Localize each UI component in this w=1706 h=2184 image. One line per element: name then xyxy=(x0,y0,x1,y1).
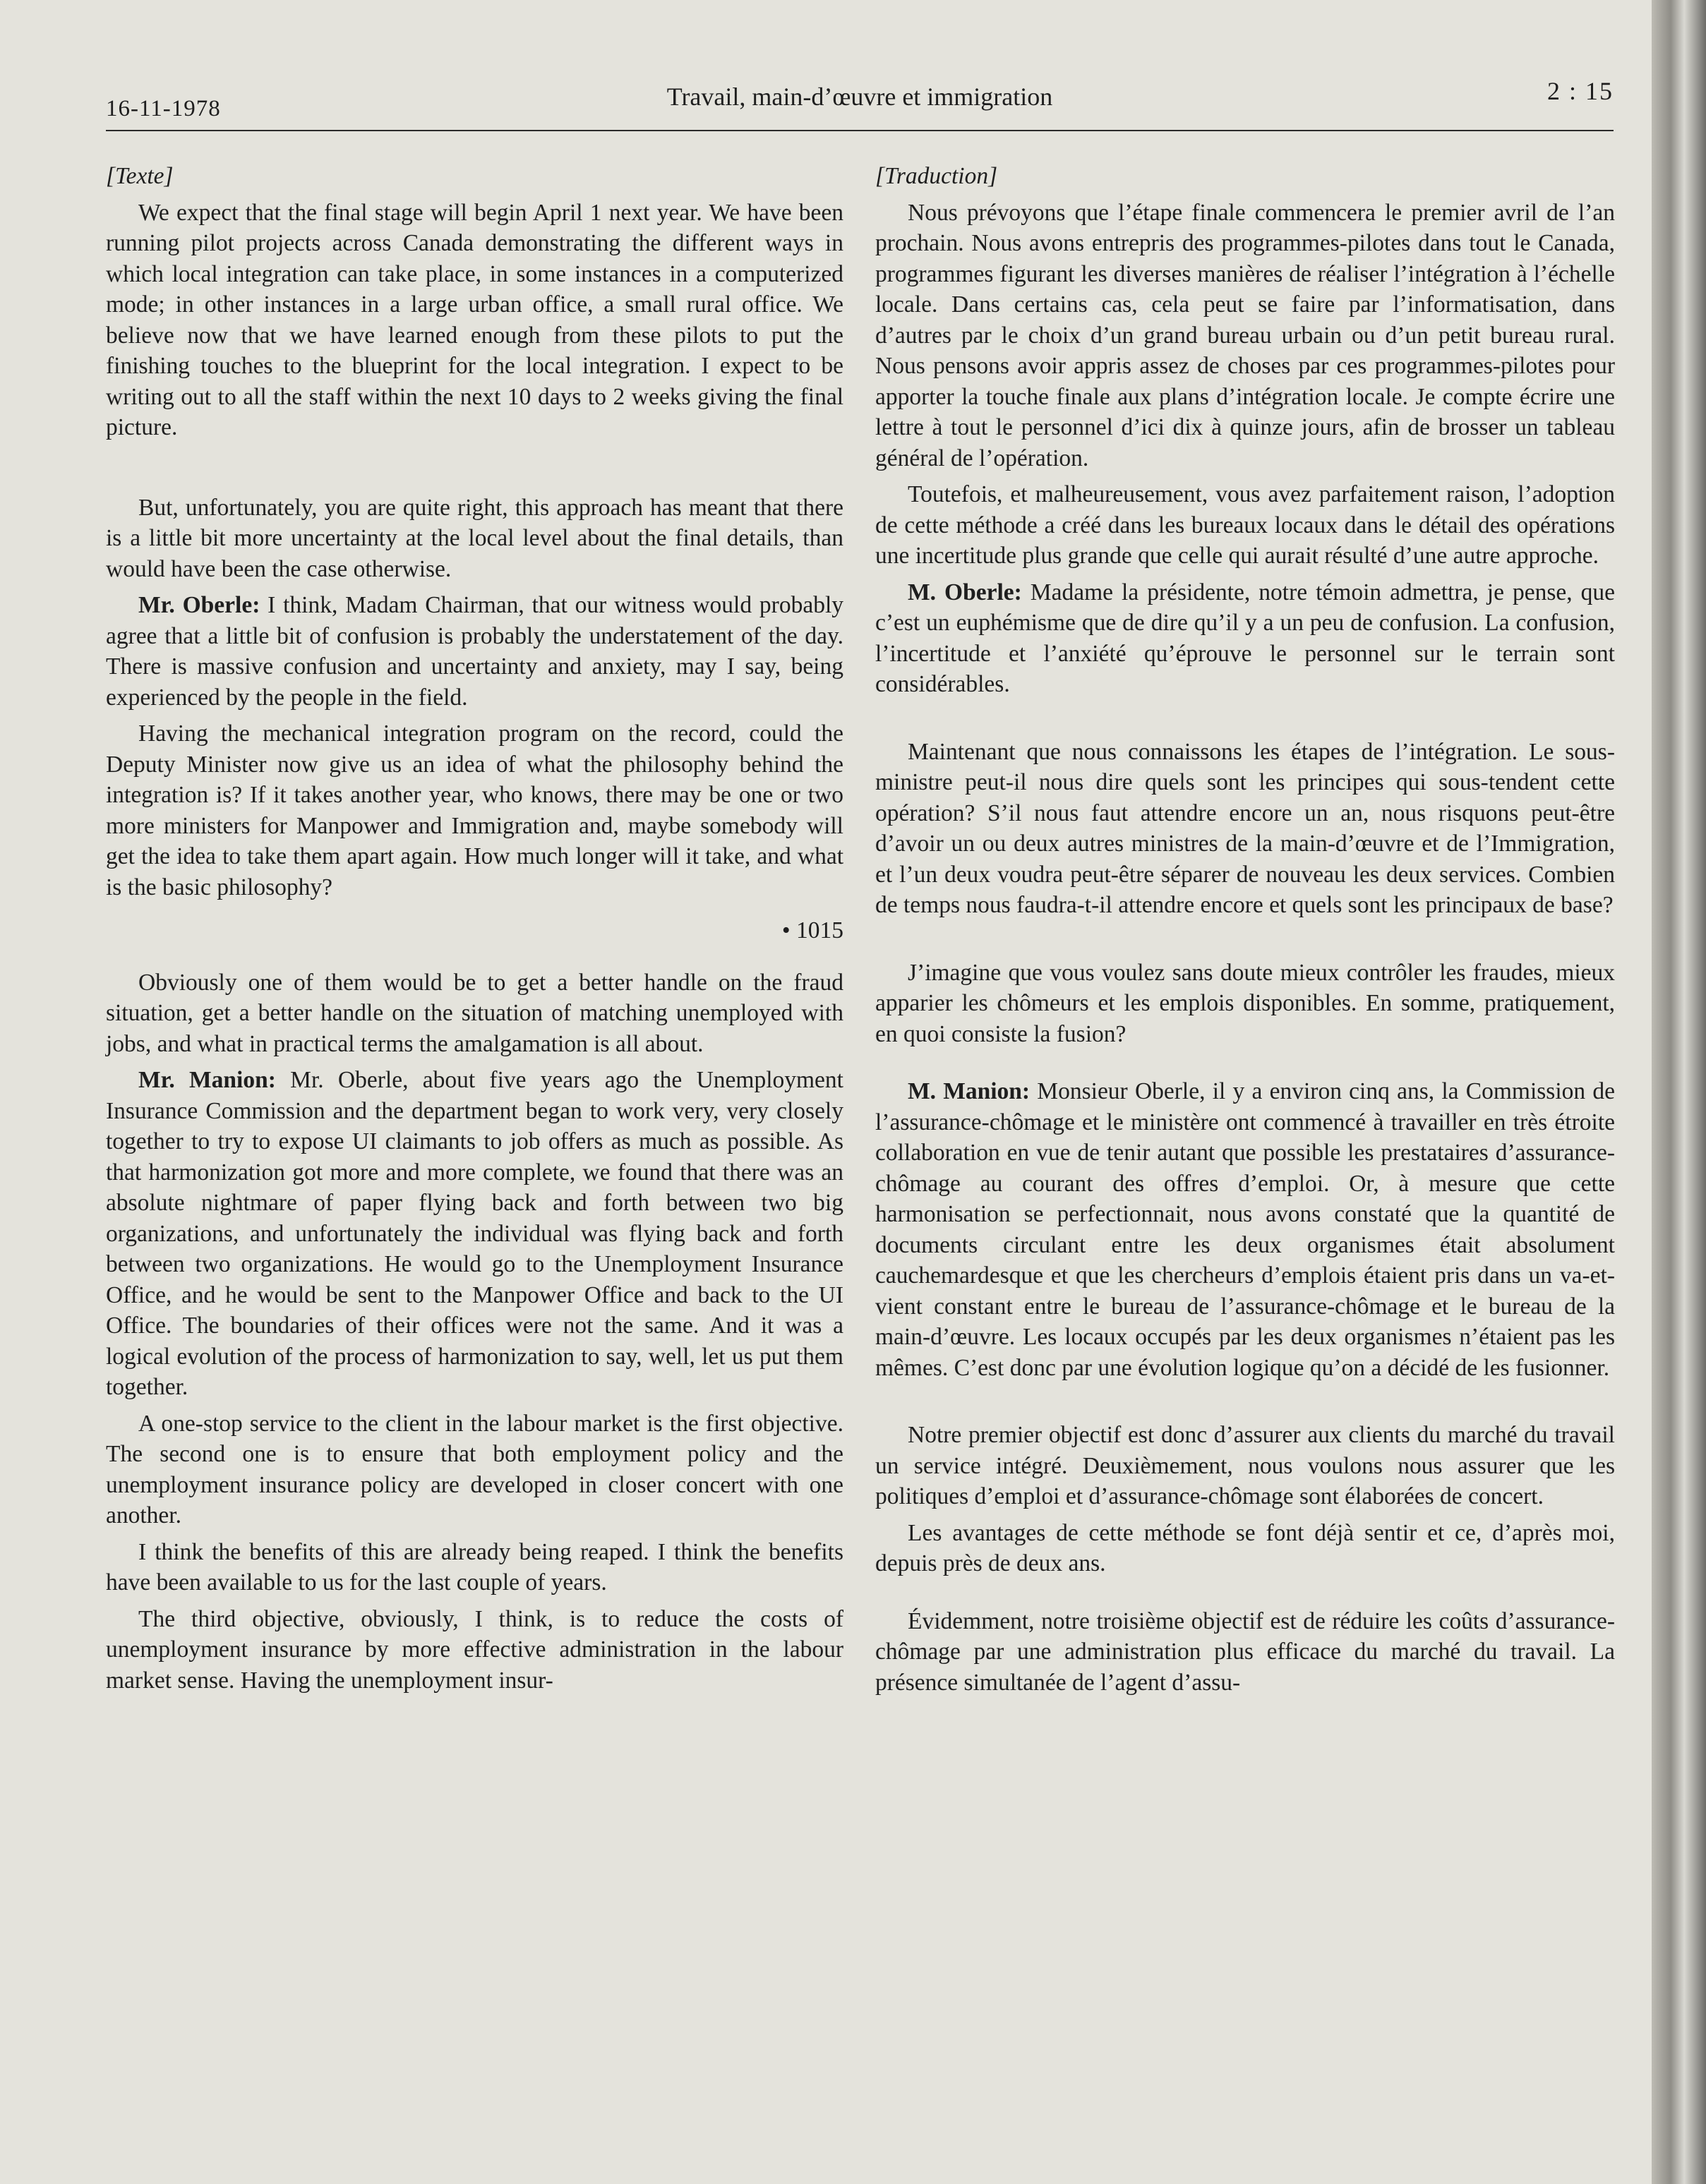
paragraph: Obviously one of them would be to get a better handle on the fraud situation, get a better handle on the situation of matching unemployed with jobs, and what in practical terms the amalgamation is all about. xyxy=(106,969,843,1057)
speaker-name: Mr. Manion: xyxy=(138,1067,276,1093)
speaker-text: Mr. Oberle, about five years ago the Unemployment Insurance Commission and the department began to work very, very closely together to try to expose UI claimants to job offers as much as possible. As that harmonization got more and more complete, we found that there was an absolute nightmare of paper flying back and forth between two big organizations, and unfortunately the individual was flying back and forth between two organizations. He would go to the Unemployment Insurance Office, and he would be sent to the Manpower Office and back to the UI Office. The boundaries of their offices were not the same. And it was a logical evolution of the process of harmonization to say, well, let us put them together. xyxy=(106,1067,843,1400)
paragraph: The third objective, obviously, I think, is to reduce the costs of unemployment insurance by more effective administration in the labour market sense. Having the unemployment insur- xyxy=(106,1605,843,1694)
speaker-paragraph xyxy=(875,577,1615,700)
speaker-name: M. Manion: xyxy=(908,1078,1031,1104)
paragraph: Notre premier objectif est donc d’assurer aux clients du marché du travail un service intégré. Deuxièmement, nous voulons nous assurer que les politiques d’emploi et d’assurance-chômage sont élaborées de concert. xyxy=(875,1422,1615,1509)
paragraph: But, unfortunately, you are quite right, this approach has meant that there is a little bit more uncertainty at the local level about the final details, than would have been the case otherwise. xyxy=(106,494,843,582)
paragraph: I think the benefits of this are already being reaped. I think the benefits have been available to us for the last couple of years. xyxy=(106,1538,843,1595)
speaker-name: M. Oberle: xyxy=(908,579,1022,605)
section-tag: [Texte] xyxy=(106,163,174,189)
paragraph: A one-stop service to the client in the labour market is the first objective. The second one is to ensure that both employment policy and the unemployment insurance policy are developed in closer concert with one another. xyxy=(106,1410,843,1528)
book-page-edge xyxy=(1652,0,1706,2184)
header-title: Travail, main-d’œuvre et immigration xyxy=(666,83,1053,111)
speaker-paragraph xyxy=(106,590,843,713)
french-column xyxy=(875,161,1615,1703)
time-marker: • 1015 xyxy=(781,917,843,943)
section-tag: [Traduction] xyxy=(875,163,998,189)
paragraph: Nous prévoyons que l’étape finale commencera le premier avril de l’an prochain. Nous avons entrepris des programmes-pilotes dans tout le Canada, programmes figurant les diverses manières de réaliser l’intégration à l’échelle locale. Dans certains cas, cela peut se faire par l’informatisation, dans d’autres par le choix d’un grand bureau urbain ou d’un petit bureau rural. Nous pensons avoir appris assez de choses par ces programmes-pilotes pour apporter la touche finale aux plans d’intégration locale. Je compte écrire une lettre à tout le personnel d’ici dix à quinze jours, afin de brosser un tableau général de l’opération. xyxy=(875,199,1615,471)
english-column xyxy=(106,161,843,1701)
header-date: 16-11-1978 xyxy=(106,96,221,121)
speaker-text: Monsieur Oberle, il y a environ cinq ans, la Commission de l’assurance-chômage et le ministère ont commencé à travailler en très étroite collaboration en vue de tenir autant que possible les prestataires d’assurance-chômage au courant des offres d’emploi. Or, à mesure que cette harmonisation se perfectionnait, nous avons constaté que la quantité de documents circulant entre les deux organismes était absolument cauchemardesque et que les chercheurs d’emplois étaient pris dans un va-et-vient constant entre le bureau de l’assurance-chômage et le bureau de la main-d’œuvre. Les locaux occupés par les deux organismes n’étaient pas les mêmes. C’est donc par une évolution logique qu’on a décidé de les fusionner. xyxy=(875,1078,1616,1381)
header-page-number: 2 : 15 xyxy=(1546,77,1614,105)
paragraph: Les avantages de cette méthode se font déjà sentir et ce, d’après moi, depuis près de deux ans. xyxy=(875,1519,1615,1576)
speaker-text: Madame la présidente, notre témoin admettra, je pense, que c’est un euphémisme que de dire qu’il y a un peu de confusion. La confusion, l’incertitude et l’anxiété qu’éprouve le personnel sur le terrain sont considérables. xyxy=(875,579,1615,697)
speaker-name: Mr. Oberle: xyxy=(138,592,260,618)
paragraph: We expect that the final stage will begin April 1 next year. We have been running pilot projects across Canada demonstrating the different ways in which local integration can take place, in some instances in a computerized mode; in other instances in a large urban office, a small rural office. We believe now that we have learned enough from these pilots to put the finishing touches to the blueprint for the local integration. I expect to be writing out to all the staff within the next 10 days to 2 weeks giving the final picture. xyxy=(106,199,843,440)
paragraph: Maintenant que nous connaissons les étapes de l’intégration. Le sous-ministre peut-il nous dire quels sont les principes qui sous-tendent cette opération? S’il nous faut attendre encore un an, nous risquons peut-être d’avoir un ou deux autres ministres de la main-d’œuvre et de l’Immigration, et l’un deux voudra peut-être séparer de nouveau les deux services. Combien de temps nous faudra-t-il attendre encore et quels sont les principaux de base? xyxy=(875,738,1615,918)
speaker-text: I think, Madam Chairman, that our witness would probably agree that a little bit of confusion is probably the understatement of the day. There is massive confusion and uncertainty and anxiety, may I say, being experienced by the people in the field. xyxy=(106,592,843,711)
page-header xyxy=(106,76,1614,131)
paragraph: Having the mechanical integration program on the record, could the Deputy Minister now give us an idea of what the philosophy behind the integration is? If it takes another year, who knows, there may be one or two more ministers for Manpower and Immigration and, maybe somebody will get the idea to take them apart again. How much longer will it take, and what is the basic philosophy? xyxy=(106,720,843,900)
speaker-paragraph xyxy=(875,1076,1615,1383)
paragraph: Toutefois, et malheureusement, vous avez parfaitement raison, l’adoption de cette méthode a créé dans les bureaux locaux dans le détail des opérations une incertitude plus grande que celle qui aurait résulté d’une autre approche. xyxy=(875,481,1615,569)
paragraph: Évidemment, notre troisième objectif est de réduire les coûts d’assurance-chômage par une administration plus efficace du marché du travail. La présence simultanée de l’agent d’assu- xyxy=(875,1607,1615,1696)
speaker-paragraph xyxy=(106,1065,843,1403)
paragraph: J’imagine que vous voulez sans doute mieux contrôler les fraudes, mieux apparier les chômeurs et les emplois disponibles. En somme, pratiquement, en quoi consiste la fusion? xyxy=(875,959,1615,1047)
